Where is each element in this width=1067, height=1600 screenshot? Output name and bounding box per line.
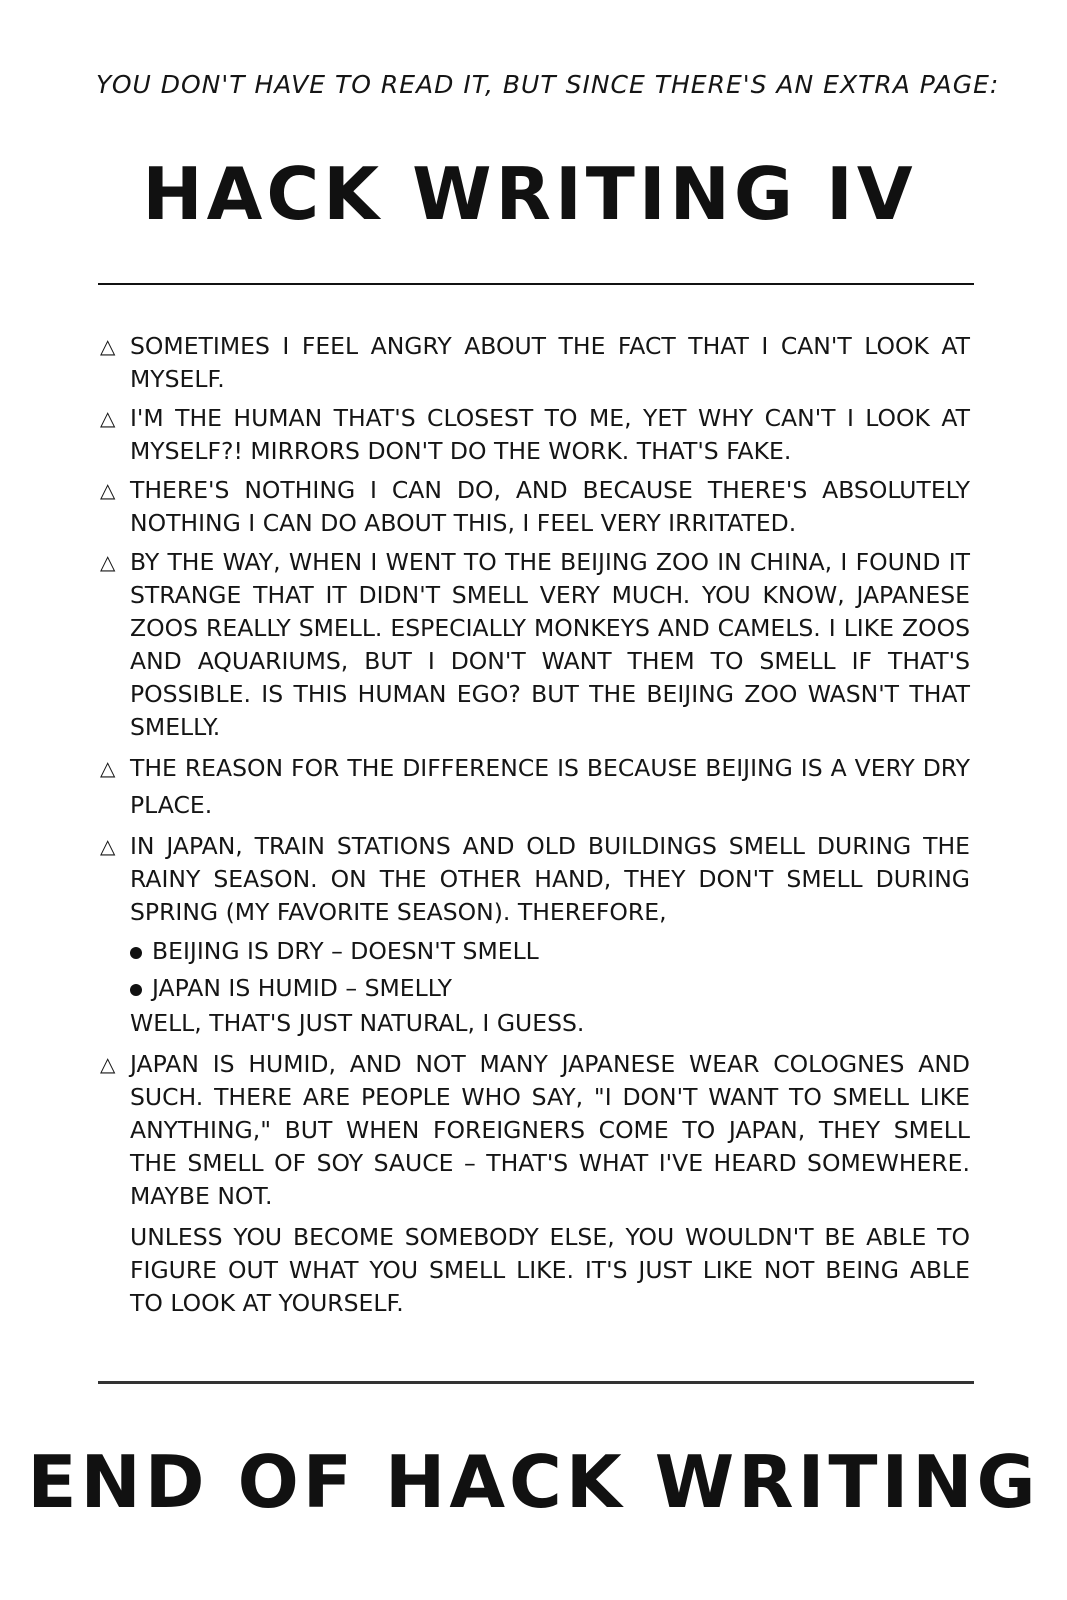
intro-line: YOU DON'T HAVE TO READ IT, BUT SINCE THERE'S AN EXTRA PAGE: xyxy=(96,70,1000,99)
list-item xyxy=(100,1048,970,1213)
item-text: JAPAN IS HUMID, AND NOT MANY JAPANESE WEAR COLOGNES AND SUCH. THERE ARE PEOPLE WHO SAY, "I DON'T WANT TO SMELL LIKE ANYTHING," BUT WHEN FOREIGNERS COME TO JAPAN, THEY SMELL THE SMELL OF SOY SAUCE – THAT'S WHAT I'VE HEARD SOMEWHERE. MAYBE NOT. xyxy=(130,1050,970,1210)
item-text: SOMETIMES I FEEL ANGRY ABOUT THE FACT THAT I CAN'T LOOK AT MYSELF. xyxy=(130,332,970,393)
bullets-conclusion: WELL, THAT'S JUST NATURAL, I GUESS. xyxy=(130,1009,585,1037)
list-item xyxy=(100,330,970,396)
item-text: I'M THE HUMAN THAT'S CLOSEST TO ME, YET WHY CAN'T I LOOK AT MYSELF?! MIRRORS DON'T DO THE WORK. THAT'S FAKE. xyxy=(130,404,970,465)
triangle-marker-icon: △ xyxy=(100,834,116,858)
end-title: END OF HACK WRITING xyxy=(27,1440,1040,1524)
item-text: THE REASON FOR THE DIFFERENCE IS BECAUSE BEIJING IS A VERY DRY PLACE. xyxy=(130,754,970,819)
triangle-marker-icon: △ xyxy=(100,334,116,358)
closing-paragraph: UNLESS YOU BECOME SOMEBODY ELSE, YOU WOULDN'T BE ABLE TO FIGURE OUT WHAT YOU SMELL LIKE. IT'S JUST LIKE NOT BEING ABLE TO LOOK AT YOURSELF. xyxy=(130,1223,970,1317)
page-title: HACK WRITING IV xyxy=(142,152,917,236)
triangle-marker-icon: △ xyxy=(100,478,116,502)
essay-body xyxy=(100,330,970,1320)
bullet-text: JAPAN IS HUMID – SMELLY xyxy=(152,974,453,1002)
divider-bottom xyxy=(98,1381,974,1384)
item-text: IN JAPAN, TRAIN STATIONS AND OLD BUILDINGS SMELL DURING THE RAINY SEASON. ON THE OTHER HAND, THEY DON'T SMELL DURING SPRING (MY FAVORITE SEASON). THEREFORE, xyxy=(130,832,970,926)
bullet-dot-icon xyxy=(130,984,142,996)
list-item xyxy=(100,402,970,468)
list-item xyxy=(100,750,970,824)
item-text: BY THE WAY, WHEN I WENT TO THE BEIJING ZOO IN CHINA, I FOUND IT STRANGE THAT IT DIDN'T SMELL VERY MUCH. YOU KNOW, JAPANESE ZOOS REALLY SMELL. ESPECIALLY MONKEYS AND CAMELS. I LIKE ZOOS AND AQUARIUMS, BUT I DON'T WANT THEM TO SMELL IF THAT'S POSSIBLE. IS THIS HUMAN EGO? BUT THE BEIJING ZOO WASN'T THAT SMELLY. xyxy=(130,548,970,741)
bullet-text: BEIJING IS DRY – DOESN'T SMELL xyxy=(152,937,539,965)
triangle-marker-icon: △ xyxy=(100,406,116,430)
bullet-dot-icon xyxy=(130,947,142,959)
bullet-item xyxy=(100,972,970,1005)
list-item xyxy=(100,474,970,540)
triangle-marker-icon: △ xyxy=(100,550,116,574)
triangle-marker-icon: △ xyxy=(100,756,116,780)
bullet-item xyxy=(100,935,970,968)
triangle-marker-icon: △ xyxy=(100,1052,116,1076)
item-text: THERE'S NOTHING I CAN DO, AND BECAUSE THERE'S ABSOLUTELY NOTHING I CAN DO ABOUT THIS, I FEEL VERY IRRITATED. xyxy=(130,476,970,537)
divider-top xyxy=(98,283,974,285)
list-item xyxy=(100,546,970,744)
list-item xyxy=(100,830,970,929)
